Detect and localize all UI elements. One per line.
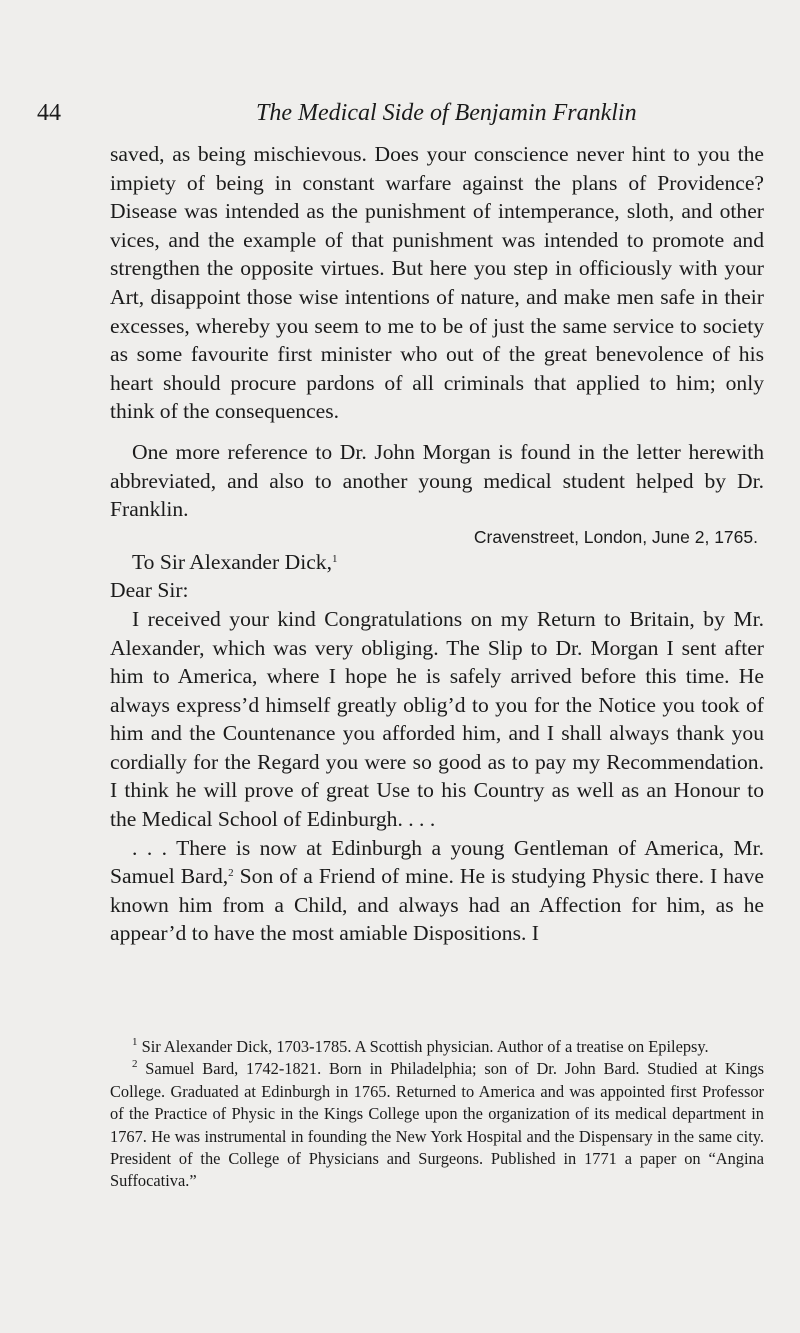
footnote-ref-1: 1 — [331, 552, 338, 565]
page-header — [37, 96, 760, 130]
page-number: 44 — [37, 100, 61, 126]
letter-addressee — [110, 548, 764, 577]
intro-paragraph: One more reference to Dr. John Morgan is found in the letter herewith abbreviated, and also to another young medical student helped by Dr. Franklin. — [110, 439, 764, 522]
letter-paragraph-2 — [110, 834, 764, 948]
addressee-text: To Sir Alexander Dick, — [132, 549, 332, 574]
running-title: The Medical Side of Benjamin Franklin — [256, 100, 637, 126]
letter-paragraph-2-start: . . . There is now at Edinburgh a young Gentleman of America, Mr. Samuel Bard, — [110, 835, 764, 889]
letter-salutation: Dear Sir: — [110, 578, 189, 603]
footnote-ref-2: 2 — [228, 867, 234, 880]
footnote-marker: 2 — [132, 1058, 138, 1071]
letter-paragraph-2-rest: Son of a Friend of mine. He is studying Physic there. I have known him from a Child, and always had an Affection for him, as he appear’d to have the most amiable Dispositions. I — [110, 864, 764, 946]
letter-dateline: Cravenstreet, London, June 2, 1765. — [473, 526, 758, 547]
footnote-1 — [110, 1036, 764, 1058]
footnote-text: Sir Alexander Dick, 1703-1785. A Scottish physician. Author of a treatise on Epilepsy. — [137, 1037, 709, 1056]
footnote-text: Samuel Bard, 1742-1821. Born in Philadelphia; son of Dr. John Bard. Studied at Kings College. Graduated at Edinburgh in 1765. Returned to America and was appointed first Professor of the Practice of Physic in the Kings College upon the organization of its medical department in 1767. He was instrumental in founding the New York Hospital and the Dispensary in the same city. President of the College of Physicians and Surgeons. Published in 1771 a paper on “Angina Suffocativa.” — [110, 1059, 764, 1191]
footnote-marker: 1 — [132, 1036, 138, 1048]
letter-paragraph-1: I received your kind Congratulations on my Return to Britain, by Mr. Alexander, which was very obliging. The Slip to Dr. Morgan I sent after him to America, where I hope he is safely arrived before this time. He always express’d himself greatly oblig’d to you for the Notice you took of him and the Countenance you afforded him, and I shall always thank you cordially for the Regard you were so good as to pay my Recommendation. I think he will prove of great Use to his Country as well as an Honour to the Medical School of Edinburgh. . . . — [110, 606, 764, 832]
footnotes — [110, 1036, 764, 1193]
body-text — [110, 140, 764, 948]
quoted-paragraph: saved, as being mischievous. Does your conscience never hint to you the impiety of being in constant warfare against the plans of Providence? Disease was intended as the punishment of intemperance, sloth, and other vices, and the example of that punishment was intended to promote and strengthen the opposite virtues. But here you step in officiously with your Art, disappoint those wise intentions of nature, and make men safe in their excesses, whereby you seem to me to be of just the same service to society as some favourite first minister who out of the great benevolence of his heart should procure pardons of all criminals that applied to him; only think of the consequences. — [110, 142, 764, 424]
footnote-2 — [110, 1058, 764, 1192]
